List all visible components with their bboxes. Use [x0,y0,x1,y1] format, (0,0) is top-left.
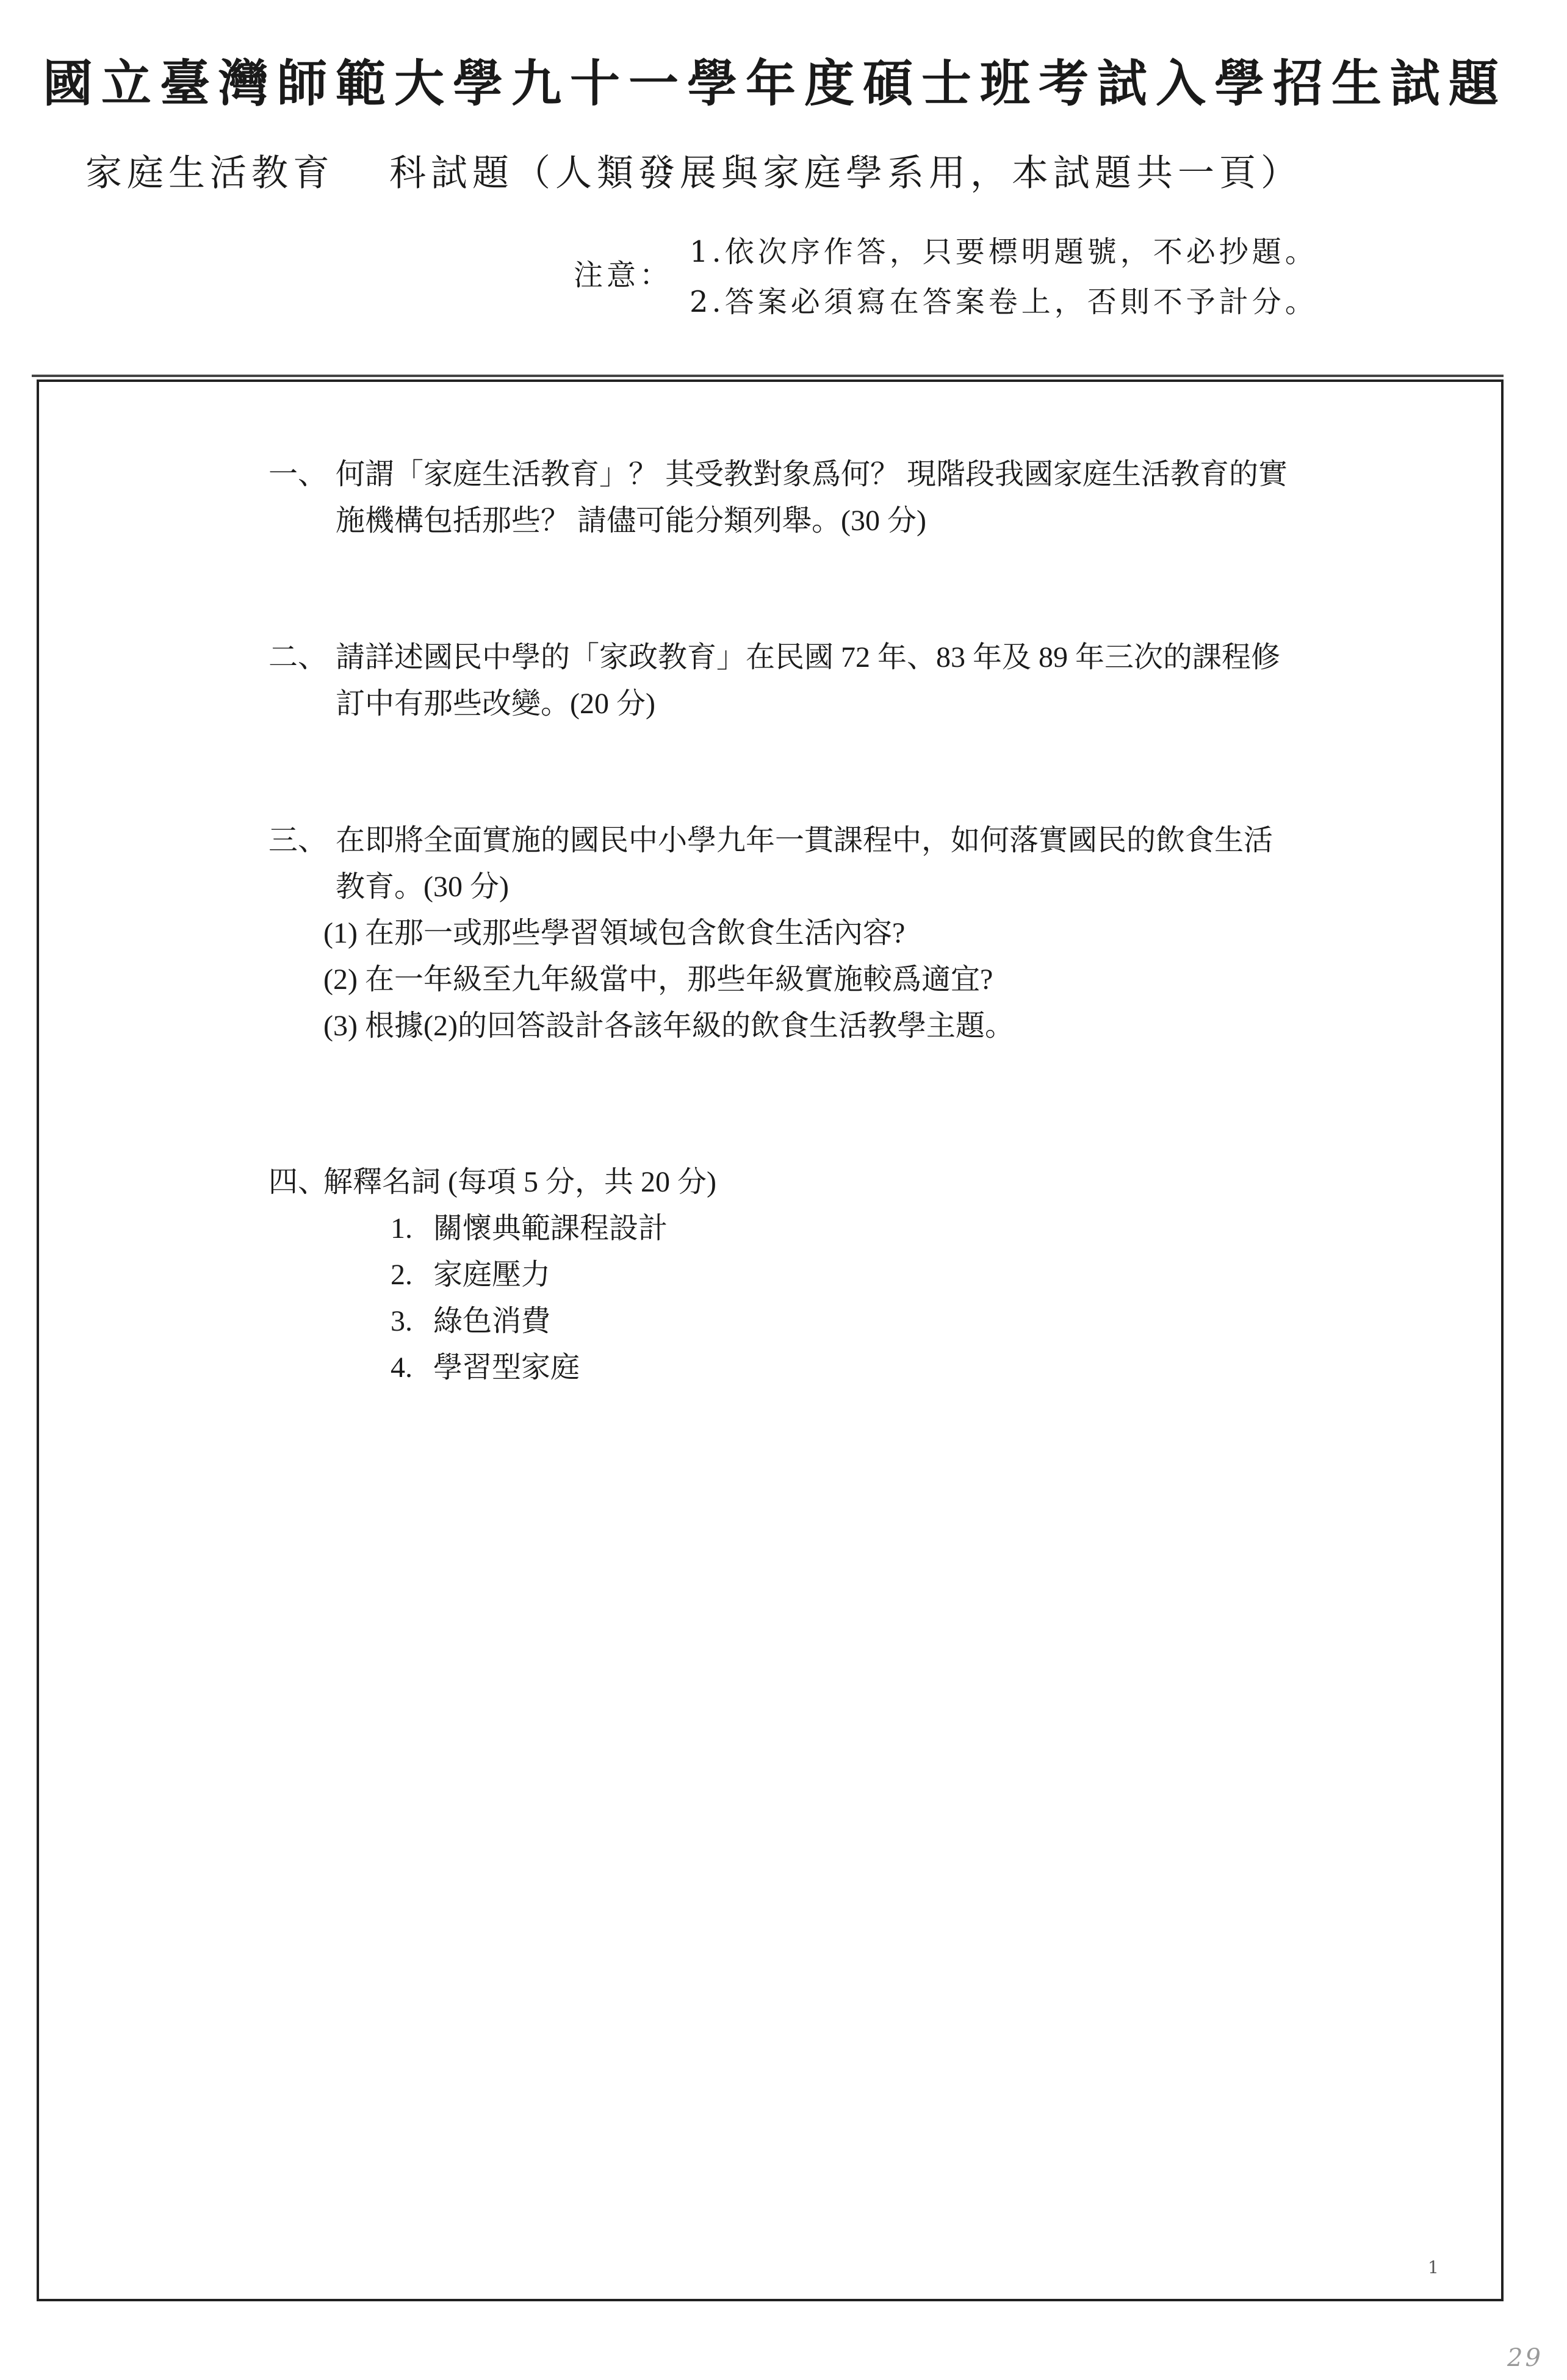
question-heading: 解釋名詞 (每項 5 分，共 20 分) [323,1166,716,1198]
question-number: 四、 [268,1166,328,1198]
sub-question: (3) 根據(2)的回答設計各該年級的飲食生活教學主題。 [323,1010,1014,1042]
sub-question: (1) 在那一或那些學習領域包含飲食生活內容? [323,917,906,949]
question-1 [268,451,1367,544]
question-line: 教育。(30 分) [336,871,509,903]
notice-item: 1.依次序作答，只要標明題號，不必抄題。 [690,235,1318,269]
question-number: 二、 [268,641,328,674]
question-number: 一、 [268,458,328,491]
question-2 [268,635,1367,727]
sub-question-list [323,910,1367,1049]
term-item: 2. 家庭壓力 [391,1259,551,1291]
subtitle-rest: 科試題（人類發展與家庭學系用，本試題共一頁） [389,152,1302,195]
notice-item: 2.答案必須寫在答案卷上，否則不予計分。 [690,285,1318,319]
question-line: 請詳述國民中學的「家政教育」在民國 72 年、83 年及 89 年三次的課程修 [336,641,1281,674]
notice-label: 注意： [574,258,673,292]
question-number: 三、 [268,824,328,857]
sub-question: (2) 在一年級至九年級當中，那些年級實施較爲適宜? [323,963,993,996]
question-3 [268,818,1367,1049]
term-item: 1. 關懷典範課程設計 [391,1212,668,1245]
question-4 [268,1159,1367,1391]
page-mark: 1 [1428,2257,1439,2278]
question-line: 何謂「家庭生活教育」？ 其受教對象爲何？ 現階段我國家庭生活教育的實 [336,458,1288,491]
question-line: 施機構包括那些？ 請儘可能分類列舉。(30 分) [336,505,926,537]
term-item: 3. 綠色消費 [391,1305,551,1337]
term-item: 4. 學習型家庭 [391,1351,580,1384]
question-line: 訂中有那些改變。(20 分) [336,688,655,720]
term-list [391,1206,1367,1391]
corner-page-number: 29 [1507,2344,1543,2372]
subject-name: 家庭生活教育 [85,152,334,195]
exam-subtitle [85,144,1526,196]
exam-title: 國立臺灣師範大學九十一學年度碩士班考試入學招生試題 [43,54,1508,113]
question-line: 在即將全面實施的國民中小學九年一貫課程中，如何落實國民的飲食生活 [336,824,1273,857]
